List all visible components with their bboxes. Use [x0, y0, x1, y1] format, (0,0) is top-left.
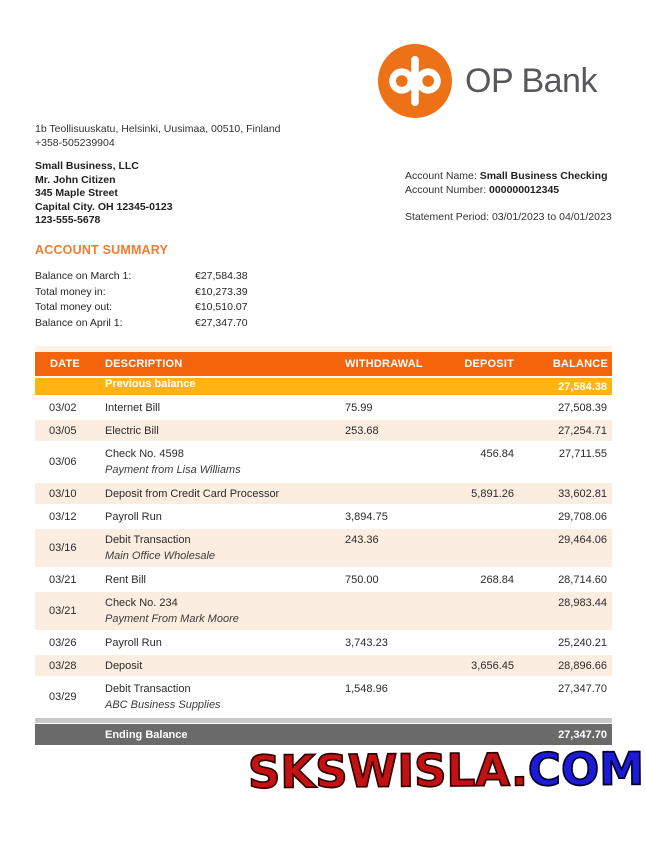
transaction-title: Deposit from Credit Card Processor [105, 488, 280, 500]
transaction-date: 03/10 [35, 483, 105, 506]
account-name-label: Account Name: [405, 170, 480, 182]
ending-balance-value: 27,347.70 [558, 728, 607, 741]
header-date: DATE [35, 352, 105, 378]
statement-period: Statement Period: 03/01/2023 to 04/01/2023 [405, 211, 612, 223]
transaction-withdrawal [345, 443, 435, 483]
ending-balance-label: Ending Balance [105, 728, 188, 741]
brand-name: OP Bank [465, 62, 597, 100]
transaction-deposit: 5,891.26 [435, 483, 520, 506]
transaction-date: 03/29 [35, 678, 105, 718]
transaction-title: Deposit [105, 660, 143, 672]
transaction-withdrawal: 750.00 [345, 569, 435, 592]
transaction-description [105, 529, 345, 569]
previous-balance-label: Previous balance [105, 378, 345, 397]
transaction-description [105, 569, 345, 592]
summary-row [35, 316, 248, 332]
transaction-note: Payment From Mark Moore [105, 613, 239, 625]
transaction-description [105, 678, 345, 718]
transaction-title: Check No. 4598 [105, 448, 184, 460]
transaction-date: 03/05 [35, 420, 105, 443]
transaction-withdrawal: 3,743.23 [345, 632, 435, 655]
previous-balance-withdrawal [345, 378, 435, 397]
ending-balance-separator [35, 718, 612, 723]
transaction-date: 03/16 [35, 529, 105, 569]
transaction-deposit [435, 592, 520, 632]
account-info-block [405, 170, 612, 225]
summary-row [35, 285, 248, 301]
ending-balance-row [35, 724, 612, 745]
summary-label: Balance on March 1: [35, 270, 132, 282]
customer-street: 345 Maple Street [35, 187, 118, 199]
watermark-red-text: SKSWISLA. [247, 743, 529, 799]
transaction-balance: 27,711.55 [520, 443, 612, 483]
transaction-deposit: 456.84 [435, 443, 520, 483]
table-row [35, 443, 612, 483]
transaction-description [105, 506, 345, 529]
table-row [35, 678, 612, 718]
transaction-withdrawal [345, 655, 435, 678]
transaction-description [105, 397, 345, 420]
previous-balance-date [35, 378, 105, 397]
bank-phone: +358-505239904 [35, 137, 115, 149]
transaction-deposit: 3,656.45 [435, 655, 520, 678]
customer-name: Mr. John Citizen [35, 173, 116, 186]
transaction-title: Electric Bill [105, 425, 159, 437]
summary-row [35, 269, 248, 285]
summary-value: €10,273.39 [195, 285, 248, 298]
previous-balance-row [35, 378, 612, 397]
transaction-note: ABC Business Supplies [105, 699, 221, 711]
transaction-withdrawal: 243.36 [345, 529, 435, 569]
transaction-balance: 28,896.66 [520, 655, 612, 678]
transaction-balance: 29,708.06 [520, 506, 612, 529]
transaction-date: 03/06 [35, 443, 105, 483]
summary-value: €10,510.07 [195, 301, 248, 313]
account-name-row [405, 170, 612, 184]
transaction-withdrawal: 3,894.75 [345, 506, 435, 529]
transaction-title: Rent Bill [105, 574, 146, 586]
transaction-withdrawal: 75.99 [345, 397, 435, 420]
table-row [35, 632, 612, 655]
transaction-deposit [435, 397, 520, 420]
transaction-date: 03/26 [35, 632, 105, 655]
transaction-balance: 27,508.39 [520, 397, 612, 420]
bank-address-line: 1b Teollisuuskatu, Helsinki, Uusimaa, 00510, Finland [35, 123, 281, 135]
transaction-title: Debit Transaction [105, 683, 191, 695]
table-row [35, 397, 612, 420]
table-header-row [35, 352, 612, 378]
op-logo-icon [378, 44, 452, 118]
summary-label: Total money in: [35, 285, 106, 298]
customer-address-block [35, 160, 173, 228]
table-row [35, 569, 612, 592]
transaction-title: Internet Bill [105, 402, 161, 414]
transaction-description [105, 420, 345, 443]
table-row [35, 529, 612, 569]
account-number-row [405, 184, 612, 198]
account-number-value: 000000012345 [489, 183, 560, 196]
account-summary [35, 243, 248, 331]
transaction-withdrawal: 1,548.96 [345, 678, 435, 718]
table-row [35, 483, 612, 506]
transaction-title: Debit Transaction [105, 534, 191, 546]
transaction-balance: 33,602.81 [520, 483, 612, 506]
transactions-body [35, 378, 612, 718]
transaction-date: 03/21 [35, 569, 105, 592]
transaction-deposit [435, 678, 520, 718]
transaction-deposit [435, 420, 520, 443]
summary-label: Balance on April 1: [35, 316, 123, 329]
account-summary-rows [35, 269, 248, 331]
customer-city: Capital City. OH 12345-0123 [35, 200, 173, 213]
header-deposit: DEPOSIT [435, 352, 520, 378]
transaction-title: Payroll Run [105, 511, 162, 523]
table-row [35, 655, 612, 678]
table-row [35, 506, 612, 529]
transaction-date: 03/21 [35, 592, 105, 632]
summary-row [35, 300, 248, 316]
transaction-balance: 28,983.44 [520, 592, 612, 632]
transaction-balance: 27,254.71 [520, 420, 612, 443]
transaction-deposit [435, 506, 520, 529]
header-description: DESCRIPTION [105, 352, 345, 378]
summary-value: €27,584.38 [195, 270, 248, 282]
transaction-date: 03/02 [35, 397, 105, 420]
table-row [35, 592, 612, 632]
transaction-balance: 25,240.21 [520, 632, 612, 655]
transactions-section [35, 346, 612, 745]
summary-label: Total money out: [35, 301, 113, 313]
previous-balance-value: 27,584.38 [520, 378, 612, 397]
transaction-deposit [435, 632, 520, 655]
transaction-description [105, 443, 345, 483]
op-bank-logo [378, 44, 597, 118]
transaction-deposit: 268.84 [435, 569, 520, 592]
transaction-note: Main Office Wholesale [105, 550, 216, 562]
transaction-deposit [435, 529, 520, 569]
table-row [35, 420, 612, 443]
transaction-description [105, 655, 345, 678]
previous-balance-deposit [435, 378, 520, 397]
transaction-title: Check No. 234 [105, 597, 178, 609]
customer-phone: 123-555-5678 [35, 214, 101, 226]
transaction-title: Payroll Run [105, 637, 162, 649]
bank-address-block [35, 122, 281, 150]
transaction-description [105, 632, 345, 655]
transaction-note: Payment from Lisa Williams [105, 464, 241, 476]
transaction-date: 03/12 [35, 506, 105, 529]
account-summary-title: ACCOUNT SUMMARY [35, 243, 169, 257]
transaction-withdrawal [345, 592, 435, 632]
transaction-description [105, 483, 345, 506]
header-balance: BALANCE [520, 352, 612, 378]
transaction-balance: 29,464.06 [520, 529, 612, 569]
watermark [246, 744, 646, 797]
transaction-description [105, 592, 345, 632]
watermark-blue-text: COM [527, 742, 645, 797]
summary-value: €27,347.70 [195, 316, 248, 329]
transaction-balance: 27,347.70 [520, 678, 612, 718]
account-name-value: Small Business Checking [479, 170, 608, 182]
transaction-withdrawal [345, 483, 435, 506]
transaction-date: 03/28 [35, 655, 105, 678]
customer-company: Small Business, LLC [35, 160, 139, 172]
transaction-withdrawal: 253.68 [345, 420, 435, 443]
transaction-balance: 28,714.60 [520, 569, 612, 592]
transactions-table [35, 352, 612, 718]
header-withdrawal: WITHDRAWAL [345, 352, 435, 378]
account-number-label: Account Number: [405, 183, 490, 196]
